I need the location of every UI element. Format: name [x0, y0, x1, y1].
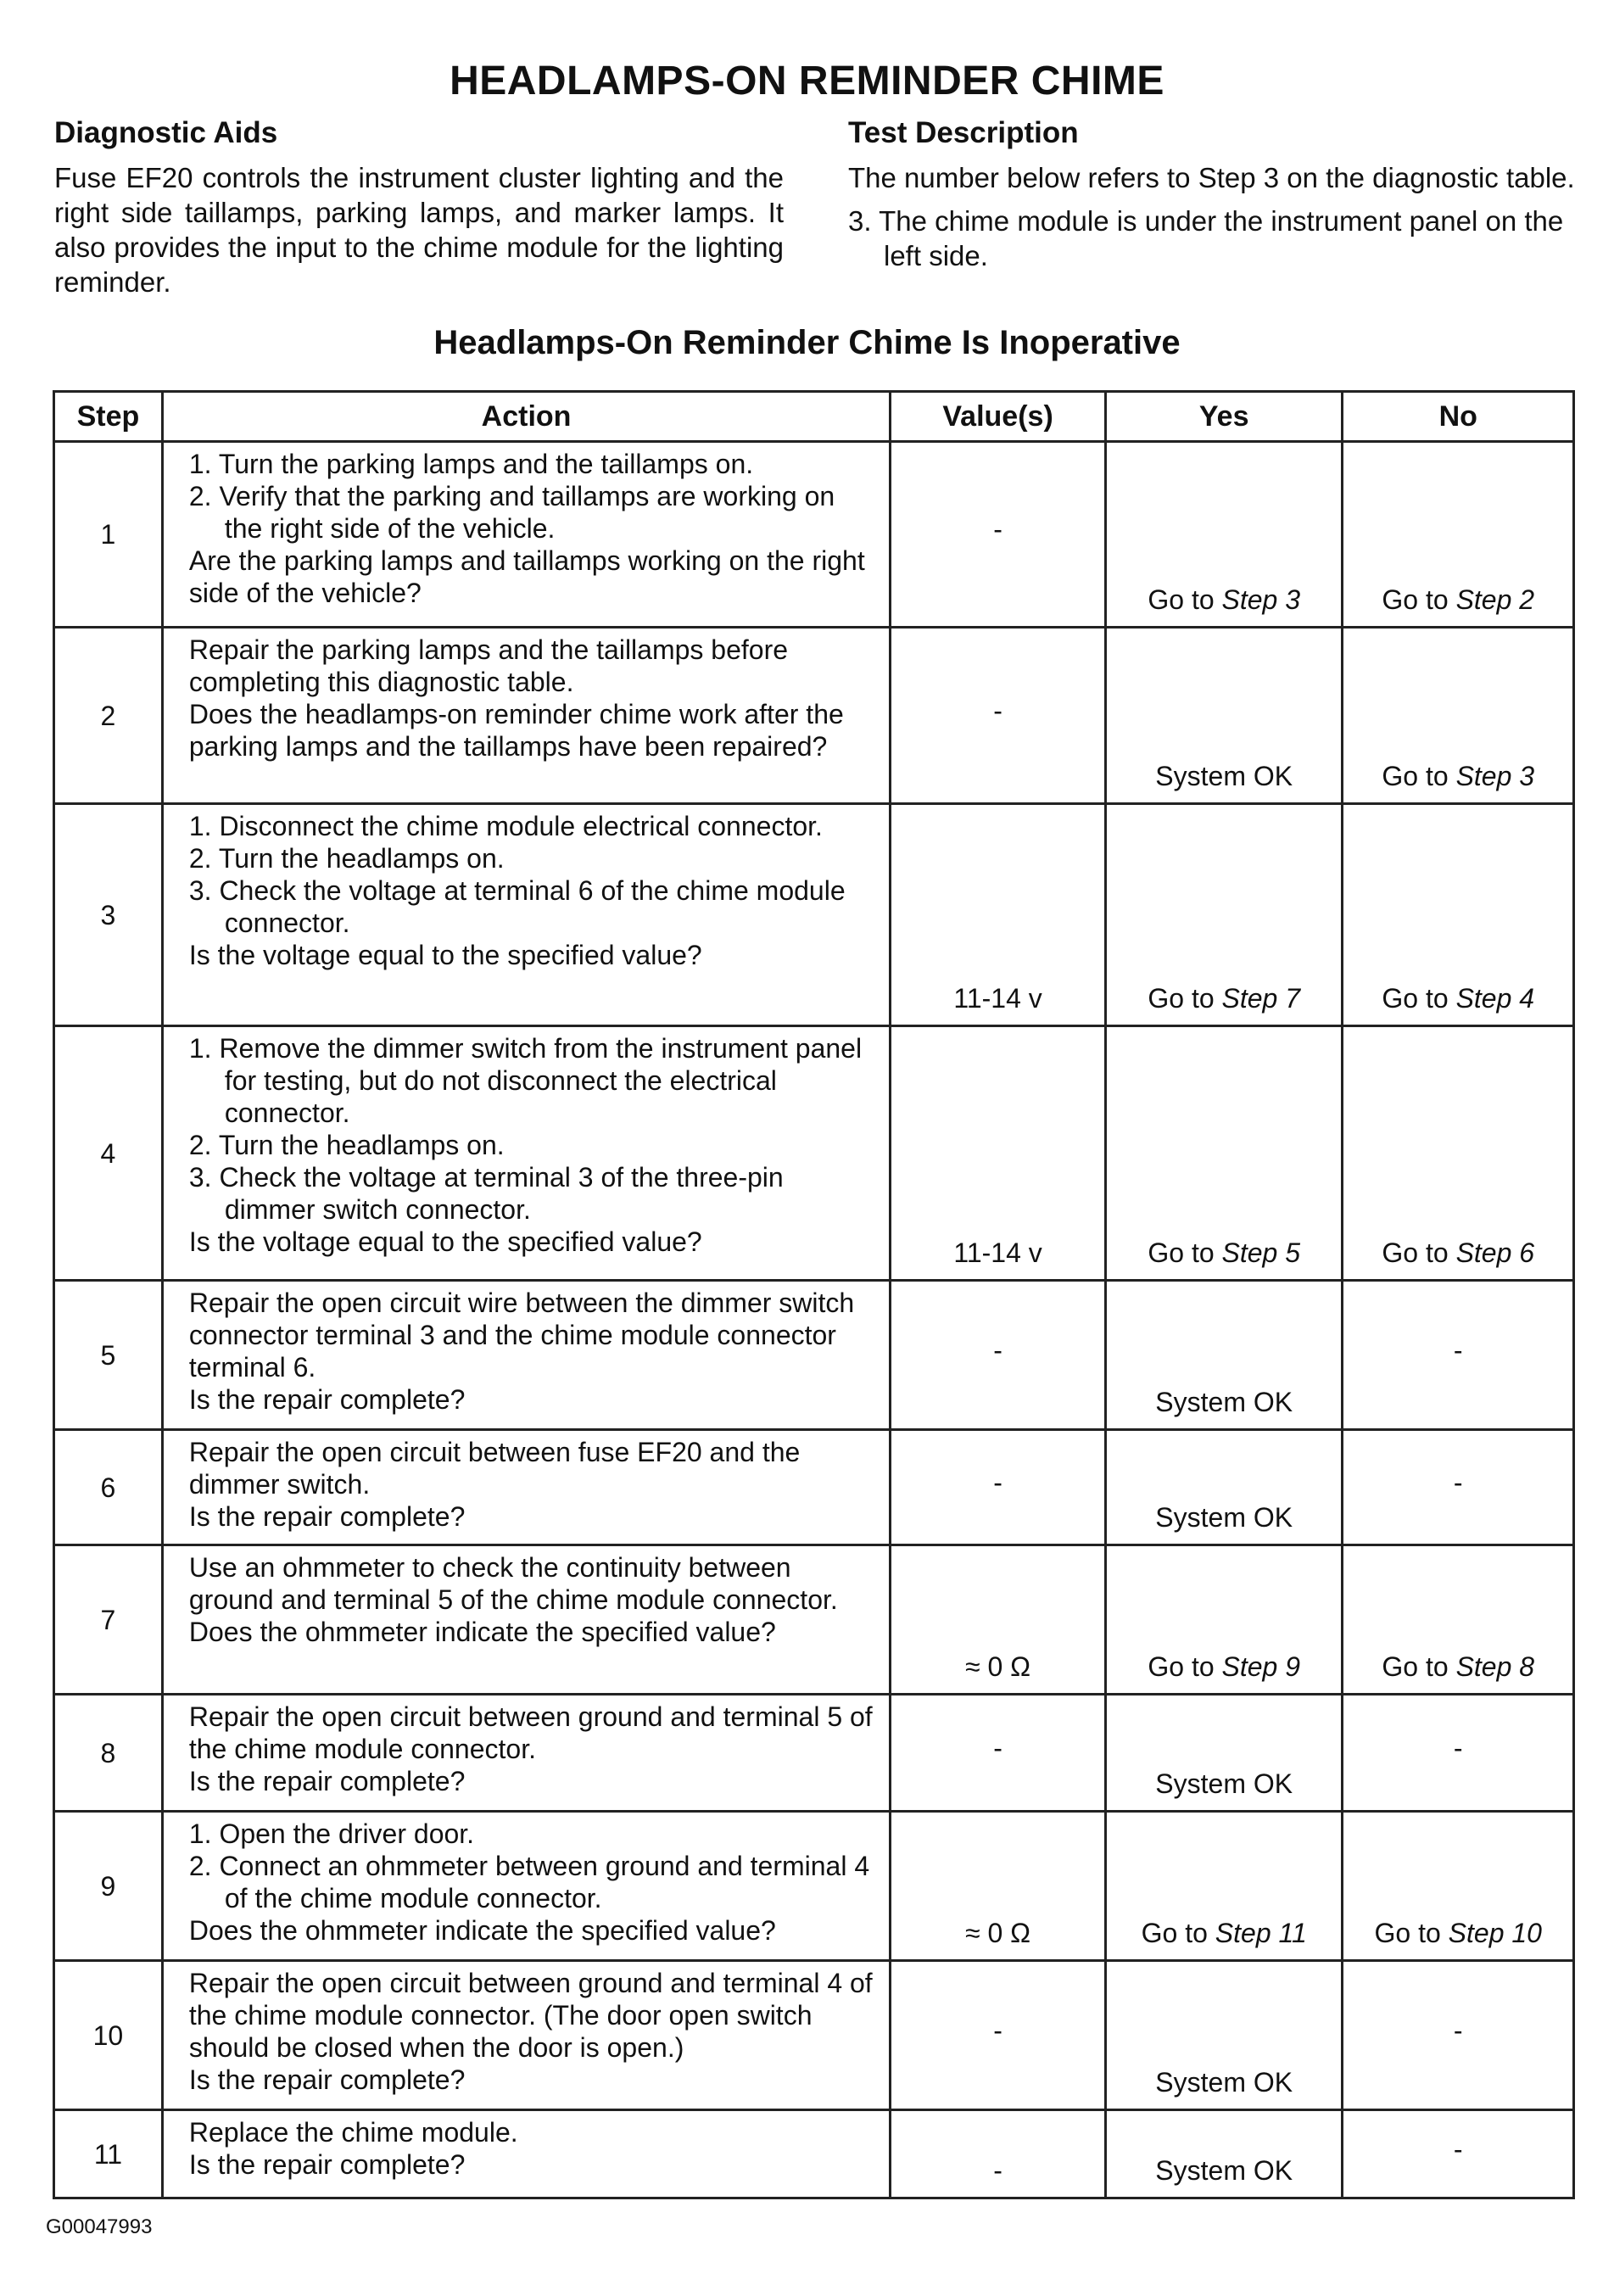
table-row: [54, 1430, 1574, 1545]
step-number: 11: [54, 2110, 163, 2198]
value-cell: -: [891, 1961, 1106, 2110]
action-question: Is the repair complete?: [188, 2064, 466, 2095]
step-number: 5: [54, 1281, 163, 1430]
action-text: Use an ohmmeter to check the continuity between ground and terminal 5 of the chime module connector.: [188, 1552, 838, 1615]
yes-cell: [1105, 1695, 1343, 1812]
action-cell: [162, 1281, 890, 1430]
action-text: Repair the open circuit wire between the dimmer switch connector terminal 3 and the chime module connector terminal 6.: [188, 1288, 855, 1383]
yes-text: Go to: [1148, 983, 1222, 1014]
action-question: Does the ohmmeter indicate the specified value?: [188, 1617, 776, 1647]
step-number: 2: [54, 628, 163, 804]
action-step-item: 1. Disconnect the chime module electrical connector.: [188, 811, 823, 841]
yes-text: System OK: [1155, 761, 1293, 791]
value-cell: 11-14 v: [891, 804, 1106, 1026]
yes-step-link: Step 3: [1221, 584, 1301, 615]
step-number: 10: [54, 1961, 163, 2110]
no-step-link: Step 8: [1455, 1651, 1535, 1682]
test-description-list: [848, 204, 1578, 273]
action-cell: [162, 804, 890, 1026]
action-text: Replace the chime module.: [188, 2117, 518, 2148]
action-question: Is the repair complete?: [188, 1766, 466, 1796]
no-step-link: Step 2: [1455, 584, 1535, 615]
table-row: [54, 1545, 1574, 1695]
no-step-link: Step 10: [1448, 1918, 1542, 1948]
step-number: 3: [54, 804, 163, 1026]
action-question: Does the headlamps-on reminder chime work after the parking lamps and the taillamps have been repaired?: [188, 699, 844, 762]
no-cell: [1343, 2110, 1574, 2198]
header-values: Value(s): [891, 392, 1106, 442]
diagnostic-aids-heading: Diagnostic Aids: [54, 116, 278, 149]
step-number: 6: [54, 1430, 163, 1545]
value-cell: ≈ 0 Ω: [891, 1545, 1106, 1695]
yes-text: Go to: [1141, 1918, 1215, 1948]
action-question: Does the ohmmeter indicate the specified value?: [188, 1915, 776, 1946]
step-number: 1: [54, 442, 163, 628]
table-row: [54, 1961, 1574, 2110]
no-text: -: [1453, 1334, 1463, 1366]
yes-cell: [1105, 1281, 1343, 1430]
no-text: Go to: [1374, 1918, 1449, 1948]
no-text: Go to: [1382, 983, 1456, 1014]
no-text: -: [1453, 1732, 1463, 1763]
value-cell: ≈ 0 Ω: [891, 1812, 1106, 1961]
table-row: [54, 1812, 1574, 1961]
no-step-link: Step 6: [1455, 1237, 1535, 1268]
yes-text: System OK: [1155, 1387, 1293, 1417]
action-step-item: 2. Verify that the parking and taillamps are working on the right side of the vehicle.: [188, 481, 835, 544]
action-cell: [162, 1812, 890, 1961]
yes-text: Go to: [1148, 1651, 1222, 1682]
yes-step-link: Step 7: [1221, 983, 1301, 1014]
header-action: Action: [162, 392, 890, 442]
header-step: Step: [54, 392, 163, 442]
no-text: -: [1453, 2014, 1463, 2046]
value-cell: -: [891, 628, 1106, 804]
action-question: Is the voltage equal to the specified value?: [188, 1226, 702, 1257]
yes-text: System OK: [1155, 1502, 1293, 1533]
no-step-link: Step 4: [1455, 983, 1535, 1014]
action-cell: [162, 2110, 890, 2198]
no-text: Go to: [1382, 1237, 1456, 1268]
yes-cell: [1105, 1430, 1343, 1545]
action-step-item: 2. Connect an ohmmeter between ground and terminal 4 of the chime module connector.: [188, 1851, 870, 1913]
table-row: [54, 442, 1574, 628]
no-cell: [1343, 1695, 1574, 1812]
yes-cell: [1105, 1545, 1343, 1695]
yes-cell: [1105, 628, 1343, 804]
table-row: [54, 628, 1574, 804]
diagnostic-table: [53, 390, 1575, 2199]
diagnostic-aids-text: Fuse EF20 controls the instrument cluster lighting and the right side taillamps, parking lamps, and marker lamps. It also provides the input to the chime module for the lighting reminder.: [54, 162, 784, 298]
no-cell: [1343, 442, 1574, 628]
action-step-item: 2. Turn the headlamps on.: [188, 1130, 505, 1160]
header-no: No: [1343, 392, 1574, 442]
action-question: Is the voltage equal to the specified value?: [188, 940, 702, 970]
no-text: -: [1453, 2133, 1463, 2165]
document-id: G00047993: [46, 2215, 153, 2238]
step-number: 7: [54, 1545, 163, 1695]
yes-cell: [1105, 2110, 1343, 2198]
no-text: Go to: [1382, 761, 1456, 791]
no-cell: [1343, 1545, 1574, 1695]
page-title: HEADLAMPS-ON REMINDER CHIME: [450, 59, 1164, 103]
no-cell: [1343, 628, 1574, 804]
action-question: Are the parking lamps and taillamps working on the right side of the vehicle?: [188, 545, 865, 608]
table-row: [54, 1695, 1574, 1812]
no-text: Go to: [1382, 1651, 1456, 1682]
test-description-section: [848, 115, 1578, 273]
action-cell: [162, 1545, 890, 1695]
no-cell: [1343, 1812, 1574, 1961]
step-number: 8: [54, 1695, 163, 1812]
table-header-row: [54, 392, 1574, 442]
action-cell: [162, 1430, 890, 1545]
value-cell: -: [891, 2110, 1106, 2198]
action-step-item: 3. Check the voltage at terminal 6 of the chime module connector.: [188, 875, 846, 938]
no-text: -: [1453, 1466, 1463, 1498]
yes-step-link: Step 5: [1221, 1237, 1301, 1268]
action-question: Is the repair complete?: [188, 2149, 466, 2180]
action-step-item: 2. Turn the headlamps on.: [188, 843, 505, 874]
header-yes: Yes: [1105, 392, 1343, 442]
action-step-item: 1. Remove the dimmer switch from the instrument panel for testing, but do not disconnect the electrical connector.: [188, 1033, 863, 1128]
action-cell: [162, 1026, 890, 1281]
yes-cell: [1105, 442, 1343, 628]
action-text: Repair the parking lamps and the taillamps before completing this diagnostic table.: [188, 634, 789, 697]
yes-step-link: Step 11: [1215, 1918, 1307, 1948]
yes-cell: [1105, 1812, 1343, 1961]
test-description-item: 3. The chime module is under the instrument panel on the left side.: [848, 205, 1564, 271]
yes-text: Go to: [1148, 584, 1222, 615]
value-cell: -: [891, 442, 1106, 628]
table-row: [54, 804, 1574, 1026]
yes-text: Go to: [1148, 1237, 1222, 1268]
no-text: Go to: [1382, 584, 1456, 615]
yes-cell: [1105, 1026, 1343, 1281]
diagnostic-aids-section: [54, 115, 784, 299]
value-cell: -: [891, 1281, 1106, 1430]
yes-text: System OK: [1155, 1768, 1293, 1799]
no-cell: [1343, 1281, 1574, 1430]
yes-step-link: Step 9: [1221, 1651, 1301, 1682]
table-row: [54, 1026, 1574, 1281]
action-cell: [162, 628, 890, 804]
no-cell: [1343, 1026, 1574, 1281]
action-text: Repair the open circuit between ground and terminal 5 of the chime module connector.: [188, 1701, 873, 1764]
action-step-item: 1. Open the driver door.: [188, 1818, 475, 1849]
table-row: [54, 1281, 1574, 1430]
action-step-item: 3. Check the voltage at terminal 3 of the three-pin dimmer switch connector.: [188, 1162, 784, 1225]
test-description-heading: Test Description: [848, 116, 1079, 149]
action-text: Repair the open circuit between ground and terminal 4 of the chime module connector. (The door open switch should be closed when the door is open.): [188, 1968, 873, 2063]
action-question: Is the repair complete?: [188, 1384, 466, 1415]
yes-text: System OK: [1155, 2067, 1293, 2098]
action-step-item: 1. Turn the parking lamps and the taillamps on.: [188, 449, 754, 479]
table-title: Headlamps-On Reminder Chime Is Inoperative: [433, 324, 1181, 361]
step-number: 9: [54, 1812, 163, 1961]
action-cell: [162, 442, 890, 628]
no-cell: [1343, 1430, 1574, 1545]
value-cell: -: [891, 1695, 1106, 1812]
no-cell: [1343, 804, 1574, 1026]
value-cell: -: [891, 1430, 1106, 1545]
yes-text: System OK: [1155, 2155, 1293, 2186]
action-text: Repair the open circuit between fuse EF20 and the dimmer switch.: [188, 1437, 801, 1500]
yes-cell: [1105, 804, 1343, 1026]
no-step-link: Step 3: [1455, 761, 1535, 791]
action-cell: [162, 1695, 890, 1812]
action-cell: [162, 1961, 890, 2110]
test-description-text: The number below refers to Step 3 on the diagnostic table.: [848, 162, 1575, 193]
table-row: [54, 2110, 1574, 2198]
value-cell: 11-14 v: [891, 1026, 1106, 1281]
step-number: 4: [54, 1026, 163, 1281]
no-cell: [1343, 1961, 1574, 2110]
action-question: Is the repair complete?: [188, 1501, 466, 1532]
yes-cell: [1105, 1961, 1343, 2110]
